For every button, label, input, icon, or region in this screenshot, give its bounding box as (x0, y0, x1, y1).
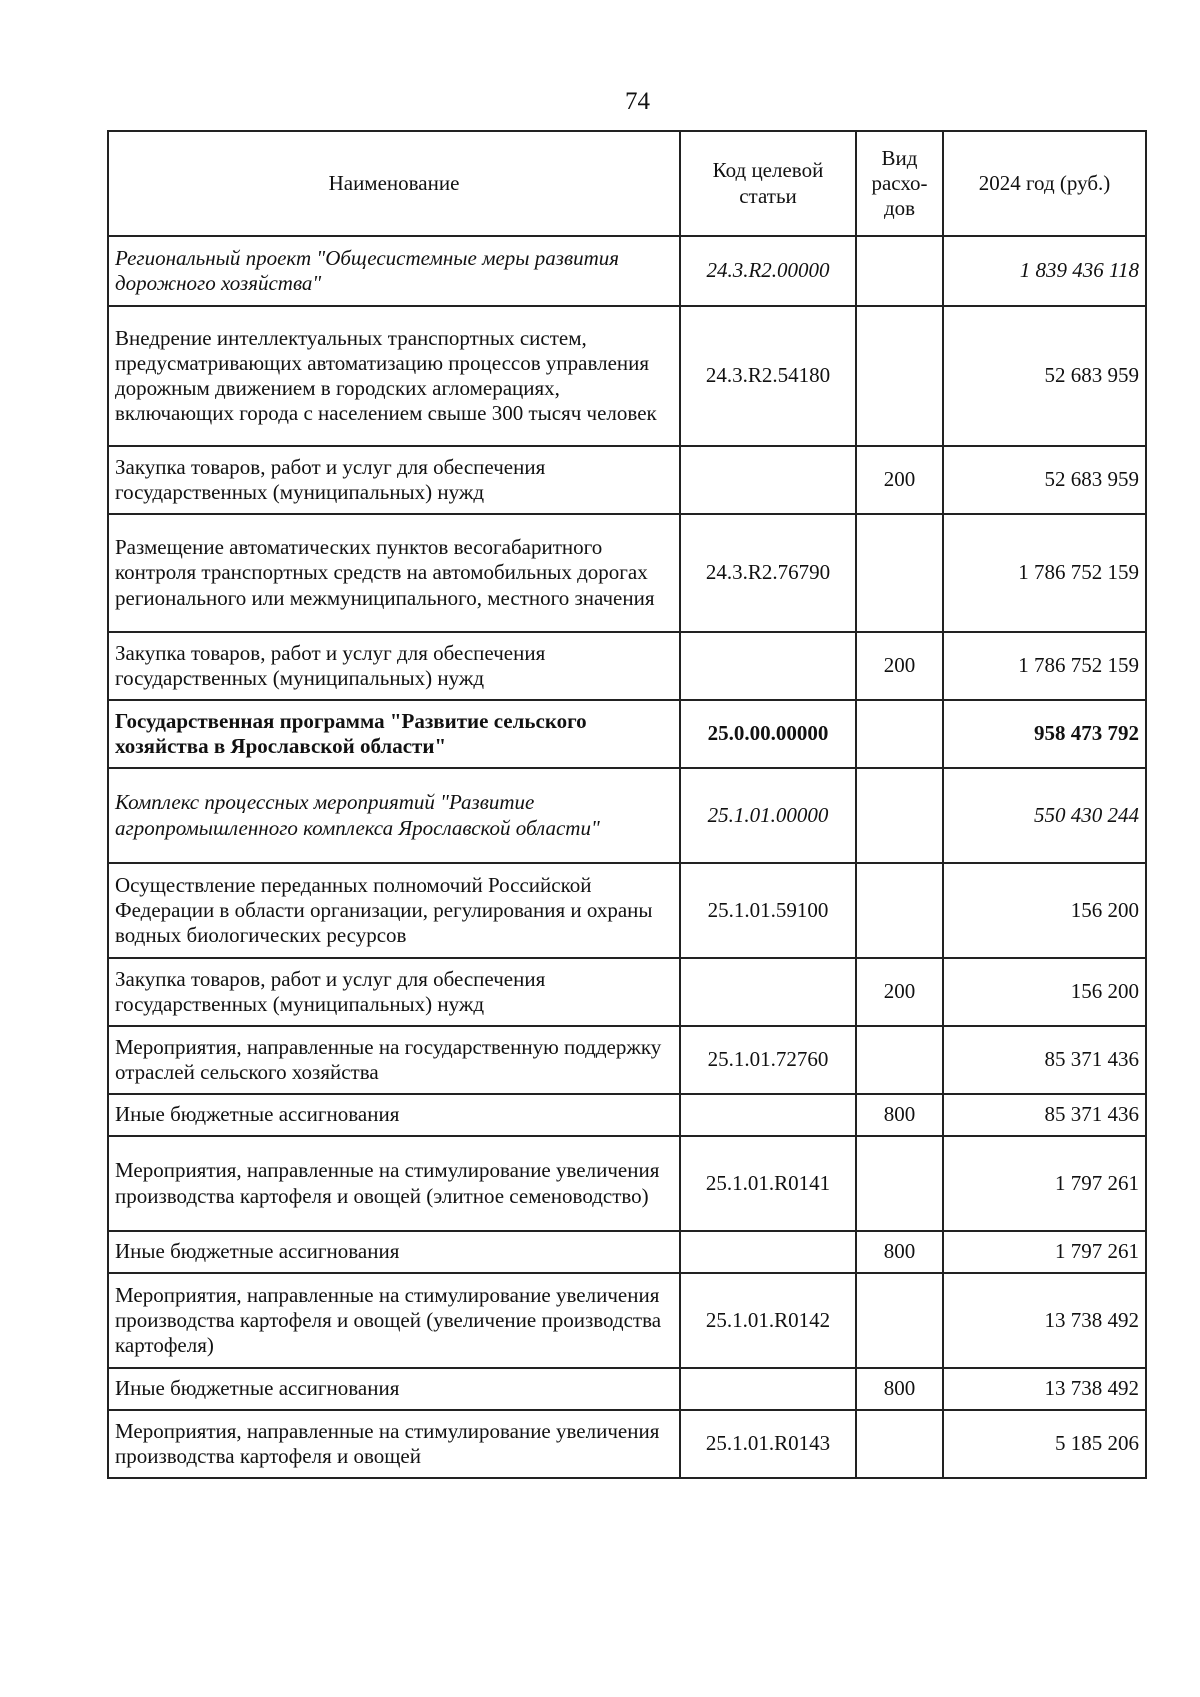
row-name-cell: Государственная программа "Развитие сельского хозяйства в Ярославской области" (108, 700, 680, 768)
row-name-cell: Мероприятия, направленные на государственную поддержку отраслей сельского хозяйства (108, 1026, 680, 1094)
row-code-cell (680, 632, 856, 700)
row-code-cell: 25.1.01.00000 (680, 768, 856, 863)
table-row (108, 768, 1146, 863)
table-row (108, 306, 1146, 446)
row-name-cell: Размещение автоматических пунктов весогабаритного контроля транспортных средств на автомобильных дорогах регионального или межмуниципального, местного значения (108, 514, 680, 632)
row-name-cell: Закупка товаров, работ и услуг для обеспечения государственных (муниципальных) нужд (108, 958, 680, 1026)
header-code: Код целевой статьи (680, 131, 856, 236)
row-expense-type-cell (856, 514, 943, 632)
table-row (108, 700, 1146, 768)
row-sum-cell: 1 786 752 159 (943, 514, 1146, 632)
row-expense-type-cell: 800 (856, 1231, 943, 1273)
row-name-cell: Иные бюджетные ассигнования (108, 1231, 680, 1273)
row-expense-type-cell (856, 1026, 943, 1094)
row-sum-cell: 52 683 959 (943, 306, 1146, 446)
row-sum-cell: 958 473 792 (943, 700, 1146, 768)
table-body (108, 236, 1146, 1478)
page-number: 74 (625, 88, 650, 115)
row-expense-type-cell (856, 306, 943, 446)
row-code-cell: 24.3.R2.76790 (680, 514, 856, 632)
row-code-cell (680, 1368, 856, 1410)
row-name-cell: Внедрение интеллектуальных транспортных систем, предусматривающих автоматизацию процессов управления дорожным движением в городских агломерациях, включающих города с населением свыше 300 тысяч человек (108, 306, 680, 446)
row-expense-type-cell: 200 (856, 446, 943, 514)
row-name-cell: Закупка товаров, работ и услуг для обеспечения государственных (муниципальных) нужд (108, 632, 680, 700)
row-sum-cell: 1 839 436 118 (943, 236, 1146, 306)
budget-table (107, 130, 1147, 1479)
row-expense-type-cell: 200 (856, 958, 943, 1026)
row-expense-type-cell (856, 1136, 943, 1231)
row-expense-type-cell: 200 (856, 632, 943, 700)
table-header-row (108, 131, 1146, 236)
row-sum-cell: 156 200 (943, 958, 1146, 1026)
row-expense-type-cell (856, 236, 943, 306)
row-code-cell: 24.3.R2.00000 (680, 236, 856, 306)
row-code-cell (680, 1231, 856, 1273)
row-name-cell: Иные бюджетные ассигнования (108, 1368, 680, 1410)
row-sum-cell: 85 371 436 (943, 1094, 1146, 1136)
row-expense-type-cell: 800 (856, 1094, 943, 1136)
row-name-cell: Осуществление переданных полномочий Российской Федерации в области организации, регулирования и охраны водных биологических ресурсов (108, 863, 680, 958)
table-row (108, 446, 1146, 514)
row-name-cell: Закупка товаров, работ и услуг для обеспечения государственных (муниципальных) нужд (108, 446, 680, 514)
table-row (108, 1026, 1146, 1094)
row-code-cell: 25.1.01.59100 (680, 863, 856, 958)
row-expense-type-cell (856, 1410, 943, 1478)
row-code-cell: 25.1.01.R0143 (680, 1410, 856, 1478)
row-sum-cell: 13 738 492 (943, 1368, 1146, 1410)
row-name-cell: Мероприятия, направленные на стимулирование увеличения производства картофеля и овощей (увеличение производства картофеля) (108, 1273, 680, 1368)
row-sum-cell: 1 786 752 159 (943, 632, 1146, 700)
row-code-cell: 25.1.01.R0142 (680, 1273, 856, 1368)
row-name-cell: Комплекс процессных мероприятий "Развитие агропромышленного комплекса Ярославской области" (108, 768, 680, 863)
header-name: Наименование (108, 131, 680, 236)
table-row (108, 1136, 1146, 1231)
row-name-cell: Иные бюджетные ассигнования (108, 1094, 680, 1136)
row-name-cell: Мероприятия, направленные на стимулирование увеличения производства картофеля и овощей (108, 1410, 680, 1478)
row-code-cell (680, 958, 856, 1026)
table-row (108, 236, 1146, 306)
row-sum-cell: 550 430 244 (943, 768, 1146, 863)
row-sum-cell: 1 797 261 (943, 1136, 1146, 1231)
table-row (108, 958, 1146, 1026)
row-name-cell: Региональный проект "Общесистемные меры развития дорожного хозяйства" (108, 236, 680, 306)
row-expense-type-cell (856, 768, 943, 863)
row-code-cell (680, 1094, 856, 1136)
row-sum-cell: 1 797 261 (943, 1231, 1146, 1273)
row-expense-type-cell (856, 1273, 943, 1368)
header-expense-type: Вид расхо- дов (856, 131, 943, 236)
row-code-cell: 24.3.R2.54180 (680, 306, 856, 446)
table-row (108, 1094, 1146, 1136)
row-code-cell (680, 446, 856, 514)
table-row (108, 1410, 1146, 1478)
row-expense-type-cell: 800 (856, 1368, 943, 1410)
table-row (108, 1231, 1146, 1273)
table-row (108, 514, 1146, 632)
row-sum-cell: 85 371 436 (943, 1026, 1146, 1094)
table-row (108, 1368, 1146, 1410)
row-expense-type-cell (856, 863, 943, 958)
row-code-cell: 25.0.00.00000 (680, 700, 856, 768)
table-row (108, 1273, 1146, 1368)
row-sum-cell: 13 738 492 (943, 1273, 1146, 1368)
header-sum-2024: 2024 год (руб.) (943, 131, 1146, 236)
row-sum-cell: 52 683 959 (943, 446, 1146, 514)
row-expense-type-cell (856, 700, 943, 768)
table-row (108, 632, 1146, 700)
row-sum-cell: 156 200 (943, 863, 1146, 958)
row-code-cell: 25.1.01.R0141 (680, 1136, 856, 1231)
row-code-cell: 25.1.01.72760 (680, 1026, 856, 1094)
table-row (108, 863, 1146, 958)
row-name-cell: Мероприятия, направленные на стимулирование увеличения производства картофеля и овощей (элитное семеноводство) (108, 1136, 680, 1231)
row-sum-cell: 5 185 206 (943, 1410, 1146, 1478)
